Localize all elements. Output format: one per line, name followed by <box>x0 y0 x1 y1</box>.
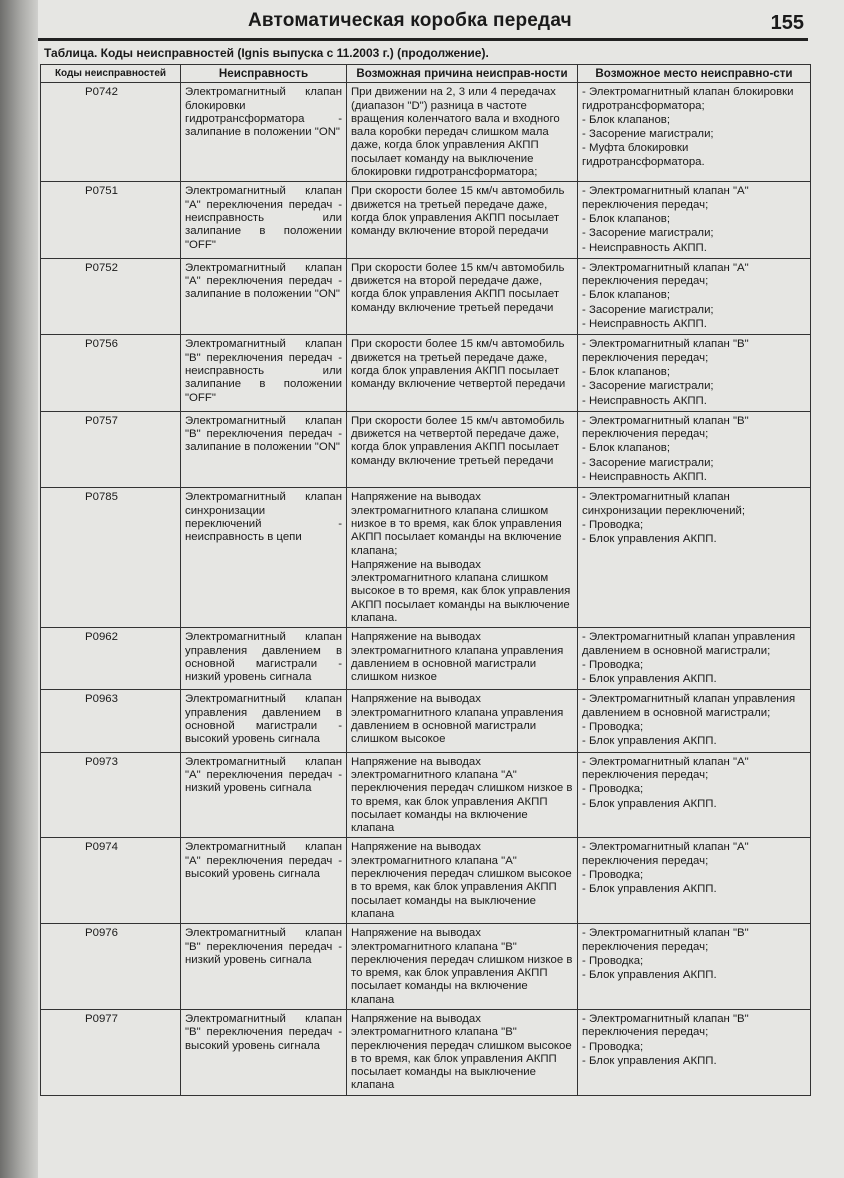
location-item: - Проводка; <box>582 783 644 796</box>
possible-location <box>578 335 811 411</box>
location-item: - Электромагнитный клапан блокировки гидротрансформатора; <box>582 86 794 112</box>
fault-description: Электромагнитный клапан блокировки гидротрансформатора - залипание в положении "ON" <box>181 83 347 182</box>
possible-cause <box>347 924 578 1010</box>
location-item: - Блок управления АКПП. <box>582 1054 717 1067</box>
cause-paragraph: Напряжение на выводах электромагнитного клапана слишком низкое в то время, как блок управления АКПП посылает команды на включение клапана; <box>351 491 562 557</box>
book-binding <box>0 0 38 1178</box>
fault-code: P0962 <box>41 628 181 690</box>
table-row <box>41 411 811 487</box>
page-header <box>38 8 808 41</box>
location-item: - Проводка; <box>582 1040 644 1053</box>
cause-paragraph: Напряжение на выводах электромагнитного клапана "А" переключения передач слишком высокое в то время, как блок управления АКПП посылает команды на выключение клапана <box>351 841 572 920</box>
table-row <box>41 838 811 924</box>
column-header-fault: Неисправность <box>181 65 347 83</box>
location-item: - Засорение магистрали; <box>582 456 714 469</box>
possible-cause <box>347 838 578 924</box>
fault-code: P0756 <box>41 335 181 411</box>
table-row <box>41 752 811 838</box>
fault-code: P0963 <box>41 690 181 752</box>
cause-paragraph: Напряжение на выводах электромагнитного клапана "В" переключения передач слишком высокое в то время, как блок управления АКПП посылает команды на выключение клапана <box>351 1013 572 1092</box>
fault-description: Электромагнитный клапан "А" переключения передач - залипание в положении "ON" <box>181 258 347 334</box>
cause-paragraph: Напряжение на выводах электромагнитного клапана управления давлением в основной магистрали слишком высокое <box>351 693 564 746</box>
fault-description: Электромагнитный клапан "А" переключения передач - низкий уровень сигнала <box>181 752 347 838</box>
cause-paragraph: Напряжение на выводах электромагнитного клапана управления давлением в основной магистрали слишком низкое <box>351 631 564 684</box>
possible-cause <box>347 83 578 182</box>
location-item: - Проводка; <box>582 721 644 734</box>
table-row <box>41 335 811 411</box>
cause-paragraph: Напряжение на выводах электромагнитного клапана "В" переключения передач слишком низкое в то время, как блок управления АКПП посылает команды на включение клапана <box>351 927 573 1006</box>
possible-location <box>578 628 811 690</box>
possible-location <box>578 924 811 1010</box>
cause-paragraph: При движении на 2, 3 или 4 передачах (диапазон "D") разница в частоте вращения коленчатого вала и входного вала коробки передач слишком мала даже, когда блок управления АКПП посылает команду на выключение блокировки гидротрансформатора; <box>351 86 560 179</box>
table-row <box>41 924 811 1010</box>
location-item: - Проводка; <box>582 518 644 531</box>
location-item: - Неисправность АКПП. <box>582 318 707 331</box>
fault-code: P0973 <box>41 752 181 838</box>
fault-description: Электромагнитный клапан "А" переключения передач - неисправность или залипание в положении "OFF" <box>181 182 347 258</box>
location-item: - Блок управления АКПП. <box>582 883 717 896</box>
fault-code: P0751 <box>41 182 181 258</box>
location-item: - Электромагнитный клапан "В" переключения передач; <box>582 1013 749 1039</box>
possible-location <box>578 690 811 752</box>
table-row <box>41 628 811 690</box>
table-row <box>41 182 811 258</box>
fault-code: P0785 <box>41 488 181 628</box>
location-item: - Блок управления АКПП. <box>582 797 717 810</box>
table-header-row <box>41 65 811 83</box>
possible-cause <box>347 411 578 487</box>
cause-paragraph: При скорости более 15 км/ч автомобиль движется на второй передаче даже, когда блок управления АКПП посылает команду включение третьей передачи <box>351 261 565 314</box>
location-item: - Электромагнитный клапан управления давлением в основной магистрали; <box>582 693 796 719</box>
table-row <box>41 488 811 628</box>
possible-location <box>578 1010 811 1096</box>
location-item: - Блок клапанов; <box>582 113 670 126</box>
possible-cause <box>347 752 578 838</box>
location-item: - Блок клапанов; <box>582 442 670 455</box>
column-header-code: Коды неисправностей <box>41 65 181 83</box>
location-item: - Блок управления АКПП. <box>582 735 717 748</box>
possible-cause <box>347 628 578 690</box>
page <box>38 0 844 1178</box>
location-item: - Неисправность АКПП. <box>582 471 707 484</box>
location-item: - Электромагнитный клапан "А" переключения передач; <box>582 755 749 781</box>
possible-cause <box>347 182 578 258</box>
location-item: - Блок клапанов; <box>582 289 670 302</box>
fault-description: Электромагнитный клапан управления давлением в основной магистрали - высокий уровень сигнала <box>181 690 347 752</box>
location-item: - Блок клапанов; <box>582 212 670 225</box>
fault-code: P0757 <box>41 411 181 487</box>
location-item: - Проводка; <box>582 954 644 967</box>
location-item: - Засорение магистрали; <box>582 303 714 316</box>
cause-paragraph: Напряжение на выводах электромагнитного клапана "А" переключения передач слишком низкое в то время, как блок управления АКПП посылает команды на включение клапана <box>351 755 573 835</box>
cause-paragraph: При скорости более 15 км/ч автомобиль движется на четвертой передаче даже, когда блок управления АКПП посылает команду включение третьей передачи <box>351 414 565 467</box>
fault-description: Электромагнитный клапан "В" переключения передач - неисправность или залипание в положении "OFF" <box>181 335 347 411</box>
location-item: - Блок управления АКПП. <box>582 969 717 982</box>
fault-code: P0752 <box>41 258 181 334</box>
possible-cause <box>347 335 578 411</box>
column-header-cause: Возможная причина неисправ-ности <box>347 65 578 83</box>
possible-cause <box>347 258 578 334</box>
location-item: - Электромагнитный клапан "А" переключения передач; <box>582 841 749 867</box>
location-item: - Электромагнитный клапан "А" переключения передач; <box>582 261 749 288</box>
fault-description: Электромагнитный клапан "А" переключения передач - высокий уровень сигнала <box>181 838 347 924</box>
location-item: - Муфта блокировки гидротрансформатора. <box>582 142 705 168</box>
fault-description: Электромагнитный клапан "В" переключения передач - высокий уровень сигнала <box>181 1010 347 1096</box>
table-row <box>41 258 811 334</box>
possible-location <box>578 83 811 182</box>
possible-location <box>578 752 811 838</box>
location-item: - Электромагнитный клапан управления давлением в основной магистрали; <box>582 631 796 657</box>
cause-paragraph: При скорости более 15 км/ч автомобиль движется на третьей передаче даже, когда блок управления АКПП посылает команду включение второй передачи <box>351 185 565 238</box>
location-item: - Блок управления АКПП. <box>582 673 717 686</box>
location-item: - Проводка; <box>582 869 644 882</box>
table-row <box>41 83 811 182</box>
location-item: - Электромагнитный клапан "В" переключения передач; <box>582 338 749 364</box>
location-item: - Проводка; <box>582 658 644 671</box>
location-item: - Неисправность АКПП. <box>582 394 707 407</box>
fault-description: Электромагнитный клапан "В" переключения передач - низкий уровень сигнала <box>181 924 347 1010</box>
fault-description: Электромагнитный клапан "В" переключения передач - залипание в положении "ON" <box>181 411 347 487</box>
fault-description: Электромагнитный клапан управления давлением в основной магистрали - низкий уровень сигнала <box>181 628 347 690</box>
table-row <box>41 690 811 752</box>
page-title: Автоматическая коробка передач <box>248 10 572 31</box>
fault-code: P0974 <box>41 838 181 924</box>
location-item: - Засорение магистрали; <box>582 380 714 393</box>
page-number: 155 <box>770 12 804 34</box>
cause-paragraph: Напряжение на выводах электромагнитного клапана слишком высокое в то время, как блок управления АКПП посылает команды на выключение клапана. <box>351 558 571 624</box>
possible-location <box>578 488 811 628</box>
cause-paragraph: При скорости более 15 км/ч автомобиль движется на третьей передаче даже, когда блок управления АКПП посылает команду включение четвертой передачи <box>351 338 566 391</box>
table-caption: Таблица. Коды неисправностей (Ignis выпуска с 11.2003 г.) (продолжение). <box>44 46 489 60</box>
fault-description: Электромагнитный клапан синхронизации переключений - неисправность в цепи <box>181 488 347 628</box>
fault-codes-table <box>40 64 811 1096</box>
location-item: - Электромагнитный клапан "А" переключения передач; <box>582 185 749 211</box>
possible-location <box>578 411 811 487</box>
possible-cause <box>347 690 578 752</box>
location-item: - Блок клапанов; <box>582 365 670 378</box>
location-item: - Электромагнитный клапан синхронизации переключений; <box>582 491 746 517</box>
location-item: - Электромагнитный клапан "В" переключения передач; <box>582 414 749 441</box>
location-item: - Засорение магистрали; <box>582 227 714 240</box>
possible-cause <box>347 1010 578 1096</box>
location-item: - Блок управления АКПП. <box>582 533 717 546</box>
column-header-place: Возможное место неисправно-сти <box>578 65 811 83</box>
possible-cause <box>347 488 578 628</box>
possible-location <box>578 182 811 258</box>
location-item: - Неисправность АКПП. <box>582 241 707 254</box>
fault-code: P0742 <box>41 83 181 182</box>
location-item: - Электромагнитный клапан "В" переключения передач; <box>582 927 749 953</box>
table-row <box>41 1010 811 1096</box>
location-item: - Засорение магистрали; <box>582 128 714 141</box>
fault-code: P0976 <box>41 924 181 1010</box>
possible-location <box>578 258 811 334</box>
fault-code: P0977 <box>41 1010 181 1096</box>
possible-location <box>578 838 811 924</box>
